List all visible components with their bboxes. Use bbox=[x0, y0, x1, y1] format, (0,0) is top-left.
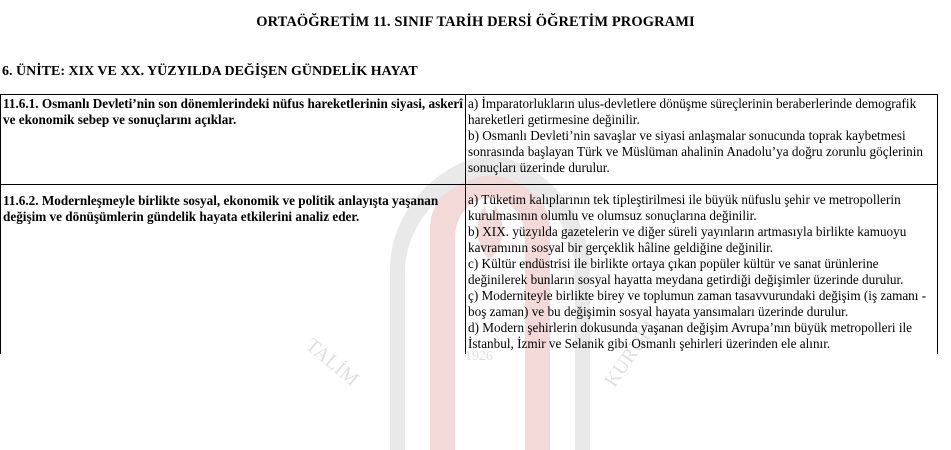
explanation-item: a) Tüketim kalıplarının tek tipleştirilmesi ile büyük nüfuslu şehir ve metropollerin kurulmasının olumlu ve olumsuz sonuçlarına değinilir. bbox=[468, 192, 901, 223]
outcome-cell: 11.6.2. Modernleşmeyle birlikte sosyal, ekonomik ve politik anlayışta yaşanan değişim ve dönüşümlerin gündelik hayata etkilerini analiz eder. bbox=[1, 185, 466, 355]
outcome-cell: 11.6.1. Osmanlı Devleti’nin son dönemlerindeki nüfus hareketlerinin siyasi, askerî ve ekonomik sebep ve sonuçlarını açıklar. bbox=[1, 95, 466, 185]
explanation-item: a) İmparatorlukların ulus-devletlere dönüşme süreçlerinin beraberlerinde demografik hareketleri getirmesine değinilir. bbox=[468, 96, 917, 127]
outcomes-table bbox=[0, 94, 938, 354]
explanation-item: b) XIX. yüzyılda gazetelerin ve diğer süreli yayınların artmasıyla birlikte kamuoyu kavramının sosyal bir gerçeklik hâline geldiğine değinilir. bbox=[468, 224, 907, 255]
watermark-year: 1926 bbox=[465, 349, 493, 364]
table-row bbox=[1, 185, 938, 355]
document-title: ORTAÖĞRETİM 11. SINIF TARİH DERSİ ÖĞRETİM PROGRAMI bbox=[256, 14, 695, 30]
explanation-cell bbox=[466, 185, 938, 355]
explanation-item: c) Kültür endüstrisi ile birlikte ortaya çıkan popüler kültür ve sanat ürünlerine değinilerek bunların sosyal hayatta meydana getirdiği değişimler üzerinde durulur. bbox=[468, 256, 904, 287]
unit-heading: 6. ÜNİTE: XIX VE XX. YÜZYILDA DEĞİŞEN GÜNDELİK HAYAT bbox=[2, 64, 418, 79]
explanation-item: b) Osmanlı Devleti’nin savaşlar ve siyasi anlaşmalar sonucunda toprak kaybetmesi sonrasında başlayan Türk ve Müslüman ahalinin Anadolu’ya doğru zorunlu göçlerinin sonuçları üzerinde durulur. bbox=[468, 128, 923, 175]
explanation-cell bbox=[466, 95, 938, 185]
explanation-item: ç) Moderniteyle birlikte birey ve toplumun zaman tasavvurundaki değişim (iş zamanı - boş zaman) ve bu değişimin sosyal hayata yansımaları üzerinde durulur. bbox=[468, 288, 927, 319]
table-row bbox=[1, 95, 938, 185]
watermark-text-left: TALİM bbox=[301, 334, 363, 391]
watermark-text-right: KURULU bbox=[600, 310, 667, 392]
explanation-item: d) Modern şehirlerin dokusunda yaşanan değişim Avrupa’nın büyük metropolleri ile İstanbul, İzmir ve Selanik gibi Osmanlı şehirleri üzerinden ele alınır. bbox=[468, 320, 913, 351]
